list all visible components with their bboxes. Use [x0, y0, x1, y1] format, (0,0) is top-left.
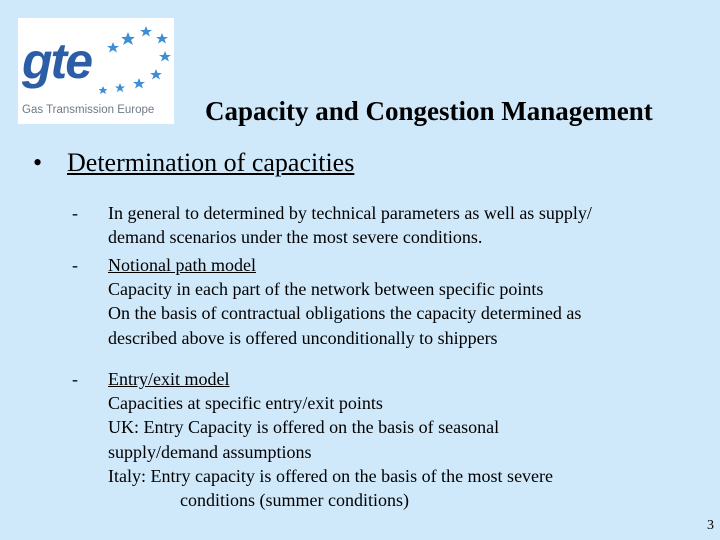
subitem-dash: - — [72, 255, 78, 275]
subitem-line: described above is offered unconditionally to shippers — [108, 327, 498, 348]
main-bullet-text: Determination of capacities — [67, 148, 355, 177]
subitem-line: In general to determined by technical parameters as well as supply/ — [108, 203, 592, 223]
subitem-line: supply/demand assumptions — [108, 441, 312, 462]
subitem-dash: - — [72, 203, 78, 223]
subitem-heading: Notional path model — [108, 255, 256, 275]
logo-stars-icon — [99, 26, 172, 94]
subitem-line: conditions (summer conditions) — [180, 490, 409, 511]
subitem-line: Capacities at specific entry/exit points — [108, 393, 383, 414]
logo-caption: Gas Transmission Europe — [22, 104, 155, 116]
subitem-line: On the basis of contractual obligations the capacity determined as — [108, 303, 582, 324]
bullet-dot-icon: • — [33, 148, 43, 177]
slide-title: Capacity and Congestion Management — [205, 96, 653, 126]
main-bullet — [33, 148, 354, 178]
subitem-line: Capacity in each part of the network between specific points — [108, 279, 544, 300]
subitem-line: Italy: Entry capacity is offered on the basis of the most severe — [108, 465, 554, 486]
logo-wordmark: gte — [22, 33, 91, 89]
subitem-line: UK: Entry Capacity is offered on the basis of seasonal — [108, 417, 500, 438]
subitem-line: demand scenarios under the most severe conditions. — [108, 227, 483, 248]
subitem-dash: - — [72, 369, 78, 389]
page-number: 3 — [707, 518, 714, 533]
subitem-heading: Entry/exit model — [108, 369, 230, 389]
gte-logo — [18, 18, 174, 124]
